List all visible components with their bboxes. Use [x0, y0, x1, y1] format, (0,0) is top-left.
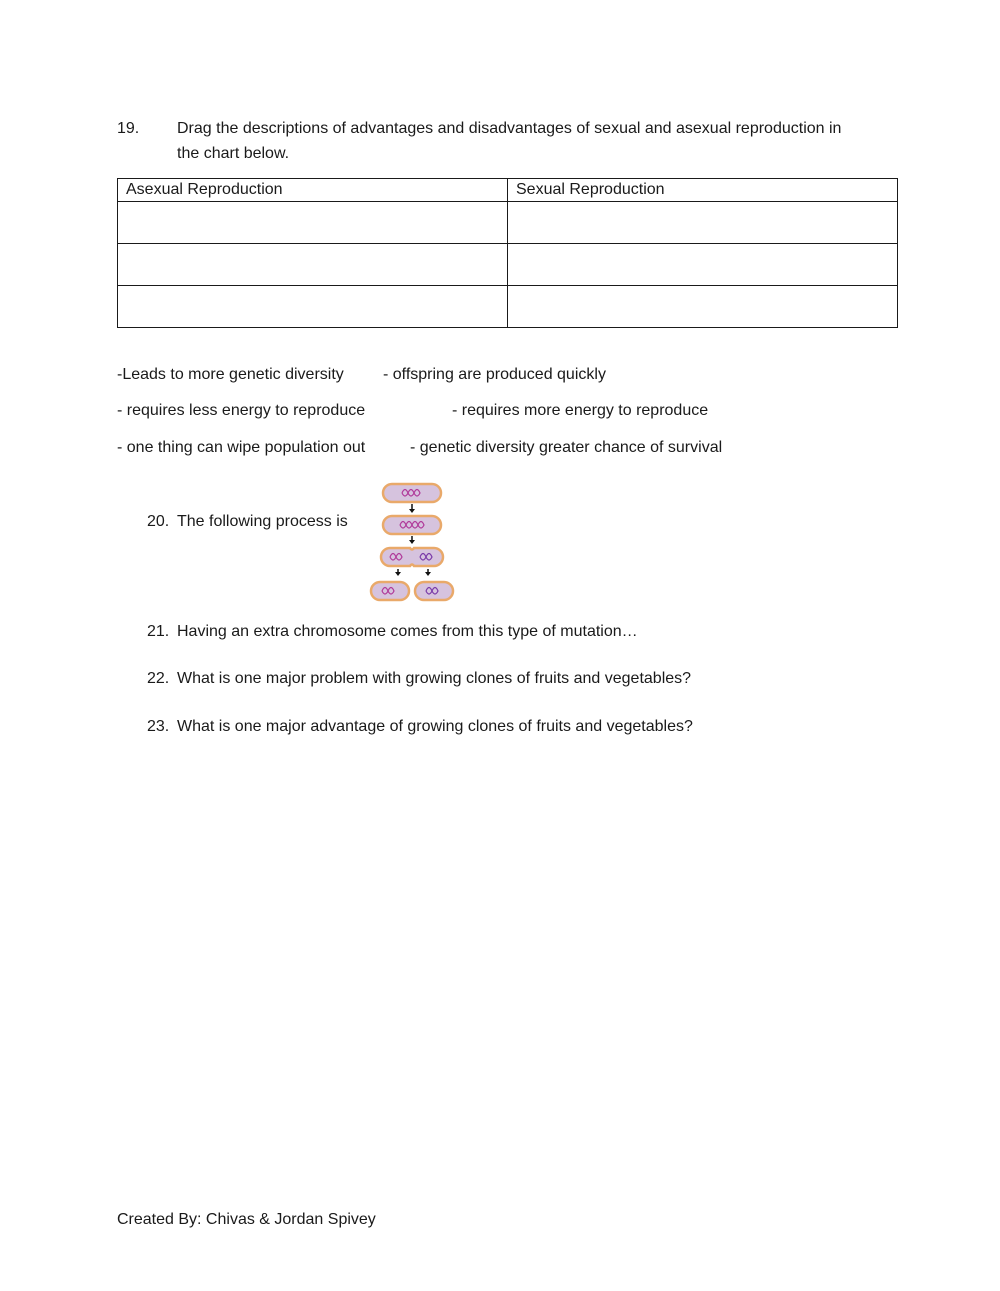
question-number: 21.	[147, 623, 170, 640]
question-number: 19.	[117, 120, 140, 137]
drag-option-produced-quickly[interactable]: - offspring are produced quickly	[383, 366, 606, 383]
cell-stage-4-left	[371, 582, 409, 600]
drag-option-wipe-population[interactable]: - one thing can wipe population out	[117, 439, 366, 456]
drop-cell-asexual-2[interactable]	[118, 244, 508, 286]
question-23	[147, 714, 693, 739]
question-number: 22.	[147, 670, 170, 687]
drop-cell-asexual-1[interactable]	[118, 202, 508, 244]
question-21	[147, 619, 638, 644]
arrow-down-icon	[409, 504, 415, 513]
drop-cell-sexual-1[interactable]	[508, 202, 898, 244]
question-19	[117, 116, 867, 166]
table-row	[118, 244, 898, 286]
table-row	[118, 202, 898, 244]
question-20	[147, 509, 348, 534]
drop-cell-sexual-3[interactable]	[508, 286, 898, 328]
drag-option-less-energy[interactable]: - requires less energy to reproduce	[117, 402, 366, 419]
header-asexual: Asexual Reproduction	[118, 179, 508, 202]
reproduction-chart	[117, 178, 898, 328]
question-text: What is one major advantage of growing clones of fruits and vegetables?	[177, 718, 693, 735]
question-text: The following process is	[177, 513, 348, 530]
cell-stage-3	[381, 548, 443, 566]
question-number: 23.	[147, 718, 170, 735]
footer-credit: Created By: Chivas & Jordan Spivey	[117, 1211, 376, 1228]
drag-option-genetic-diversity[interactable]: -Leads to more genetic diversity	[117, 366, 344, 383]
arrow-down-icon	[425, 569, 431, 576]
header-sexual: Sexual Reproduction	[508, 179, 898, 202]
question-22	[147, 666, 691, 691]
drag-option-greater-survival[interactable]: - genetic diversity greater chance of survival	[410, 439, 723, 456]
drag-option-more-energy[interactable]: - requires more energy to reproduce	[452, 402, 709, 419]
arrow-down-icon	[395, 569, 401, 576]
question-number: 20.	[147, 513, 170, 530]
binary-fission-diagram	[368, 480, 458, 606]
table-row	[118, 286, 898, 328]
question-text: Drag the descriptions of advantages and disadvantages of sexual and asexual reproduction in the chart below.	[177, 120, 842, 162]
question-text: Having an extra chromosome comes from this type of mutation…	[177, 623, 638, 640]
cell-stage-1	[383, 484, 441, 502]
chart-header-row	[118, 179, 898, 202]
cell-stage-4-right	[415, 582, 453, 600]
drop-cell-sexual-2[interactable]	[508, 244, 898, 286]
arrow-down-icon	[409, 536, 415, 544]
cell-stage-2	[383, 516, 441, 534]
drop-cell-asexual-3[interactable]	[118, 286, 508, 328]
question-text: What is one major problem with growing clones of fruits and vegetables?	[177, 670, 692, 687]
